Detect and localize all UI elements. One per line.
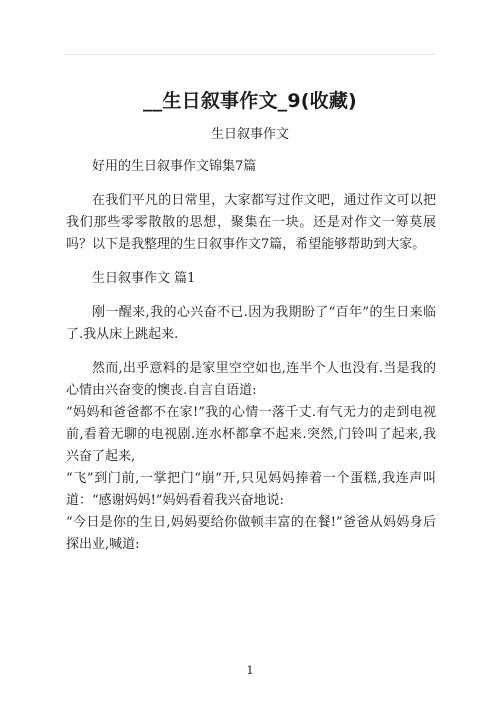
document-subtitle: 生日叙事作文 (210, 127, 289, 142)
page-number: 1 (246, 664, 254, 677)
document-title: __生日叙事作文_9(收藏) (143, 90, 357, 112)
story-paragraph: “今日是你的生日,妈妈要给你做顿丰富的在餐!”爸爸从妈妈身后探出业,喊道: (66, 515, 436, 552)
story-paragraph: “飞”到门前,一掌把门“崩”开,只见妈妈捧着一个蛋糕,我连声叫道：“感谢妈妈!”妈妈看着我兴奋地说: (66, 471, 436, 508)
intro-paragraph: 在我们平凡的日常里，大家都写过作文吧，通过作文可以把我们那些零零散散的思想，聚集在一块。还是对作文一筹莫展吗？以下是我整理的生日叙事作文7篇，希望能够帮助到大家。 (66, 193, 436, 252)
header-divider (64, 54, 436, 55)
story-paragraph: 刚一醒来,我的心兴奋不已.因为我期盼了“百年”的生日来临了.我从床上跳起来. (66, 305, 436, 342)
story-paragraph: “妈妈和爸爸都不在家!”我的心情一落千丈.有气无力的走到电视前,看着无聊的电视剧.连水杯都拿不起来.突然,门铃叫了起来,我兴奋了起来, (66, 405, 436, 464)
section-heading: 生日叙事作文 篇1 (92, 271, 196, 286)
intro-heading: 好用的生日叙事作文锦集7篇 (92, 159, 257, 174)
story-paragraph: 然而,出乎意料的是家里空空如也,连半个人也没有.当是我的心情由兴奋变的懊丧.自言自语道: (66, 361, 436, 398)
document-body (66, 156, 436, 556)
